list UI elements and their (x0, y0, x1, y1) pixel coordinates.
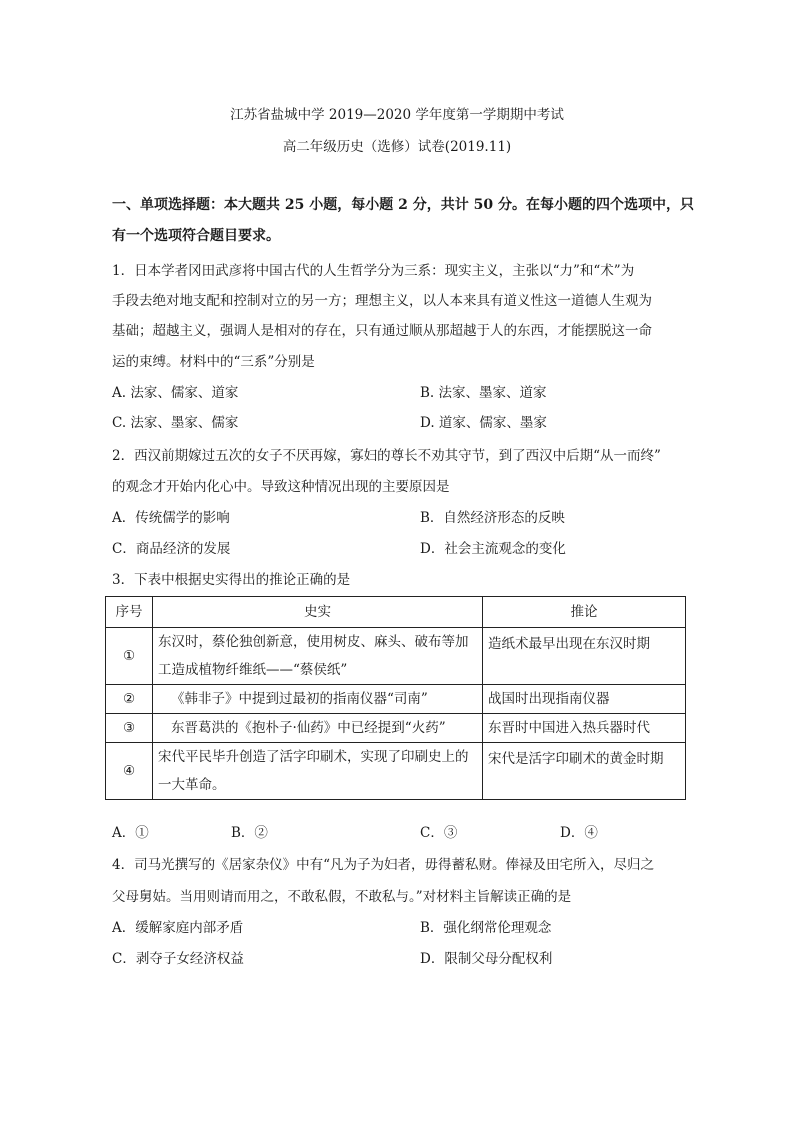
row-fact (153, 628, 483, 685)
row-number: ④ (106, 743, 153, 800)
q4-option-a: A．缓解家庭内部矛盾 (112, 920, 244, 936)
q3-option-c: C．③ (420, 825, 458, 841)
q1-option-d: D. 道家、儒家、墨家 (420, 415, 547, 431)
q1-option-b: B. 法家、墨家、道家 (420, 385, 547, 401)
q2-stem-line2: 的观念才开始内化心中。导致这种情况出现的主要原因是 (112, 479, 450, 495)
table-header-inference: 推论 (483, 597, 686, 628)
table-row (106, 628, 686, 685)
q1-option-c: C. 法家、墨家、儒家 (112, 415, 239, 431)
row-fact-line1: 宋代平民毕升创造了活字印刷术，实现了印刷史上的 (158, 749, 469, 765)
q4-option-c: C．剥夺子女经济权益 (112, 951, 244, 967)
row-fact-line2: 工造成植物纤维纸——“蔡侯纸” (158, 662, 348, 678)
q4-stem-line2: 父母舅姑。当用则请而用之，不敢私假，不敢私与。”对材料主旨解读正确的是 (112, 889, 572, 905)
row-fact (153, 743, 483, 800)
q3-history-table (105, 596, 686, 800)
row-number: ② (106, 685, 153, 714)
table-header-fact: 史实 (153, 597, 483, 628)
row-fact: 东晋葛洪的《抱朴子·仙药》中已经提到“火药” (153, 714, 483, 743)
table-header-number: 序号 (106, 597, 153, 628)
row-inference: 战国时出现指南仪器 (483, 685, 686, 714)
q2-option-c: C．商品经济的发展 (112, 541, 231, 557)
row-number: ③ (106, 714, 153, 743)
q2-stem-line1: 2．西汉前期嫁过五次的女子不厌再嫁，寡妇的尊长不劝其守节，到了西汉中后期“从一而终” (112, 448, 661, 464)
q3-stem: 3．下表中根据史实得出的推论正确的是 (112, 572, 351, 588)
exam-subtitle: 高二年级历史（选修）试卷(2019.11) (282, 139, 512, 155)
row-inference: 东晋时中国进入热兵器时代 (483, 714, 686, 743)
q2-option-a: A．传统儒学的影响 (112, 510, 230, 526)
exam-title: 江苏省盐城中学 2019—2020 学年度第一学期期中考试 (230, 107, 564, 123)
row-fact: 《韩非子》中提到过最初的指南仪器“司南” (153, 685, 483, 714)
table-row (106, 743, 686, 800)
q1-stem-line2: 手段去绝对地支配和控制对立的另一方；理想主义，以人本来具有道义性这一道德人生观为 (112, 293, 652, 309)
q1-stem-line1: 1．日本学者冈田武彦将中国古代的人生哲学分为三系：现实主义，主张以“力”和“术”为 (112, 263, 635, 279)
q1-option-a: A. 法家、儒家、道家 (112, 385, 239, 401)
q1-stem-line4: 运的束缚。材料中的“三系”分别是 (112, 354, 315, 370)
row-fact-line2: 一大革命。 (158, 777, 226, 793)
q4-option-d: D．限制父母分配权利 (420, 951, 553, 967)
section-instructions-line1: 一、单项选择题：本大题共 25 小题，每小题 2 分，共计 50 分。在每小题的四个选项中，只 (112, 197, 694, 213)
table-row (106, 685, 686, 714)
q4-stem-line1: 4．司马光撰写的《居家杂仪》中有“凡为子为妇者，毋得蓄私财。俸禄及田宅所入，尽归之 (112, 857, 654, 873)
q2-option-d: D．社会主流观念的变化 (420, 541, 566, 557)
table-row (106, 714, 686, 743)
q1-stem-line3: 基础；超越主义，强调人是相对的存在，只有通过顺从那超越于人的东西，才能摆脱这一命 (112, 323, 652, 339)
q3-option-b: B．② (231, 825, 268, 841)
row-inference: 宋代是活字印刷术的黄金时期 (483, 743, 686, 800)
q3-option-d: D．④ (560, 825, 598, 841)
section-instructions-line2: 有一个选项符合题目要求。 (112, 228, 280, 244)
q2-option-b: B．自然经济形态的反映 (420, 510, 565, 526)
row-fact-line1: 东汉时，蔡伦独创新意，使用树皮、麻头、破布等加 (158, 634, 469, 650)
q3-option-a: A．① (112, 825, 149, 841)
row-number: ① (106, 628, 153, 685)
row-inference: 造纸术最早出现在东汉时期 (483, 628, 686, 685)
table-header-row (106, 597, 686, 628)
q4-option-b: B．强化纲常伦理观念 (420, 920, 552, 936)
